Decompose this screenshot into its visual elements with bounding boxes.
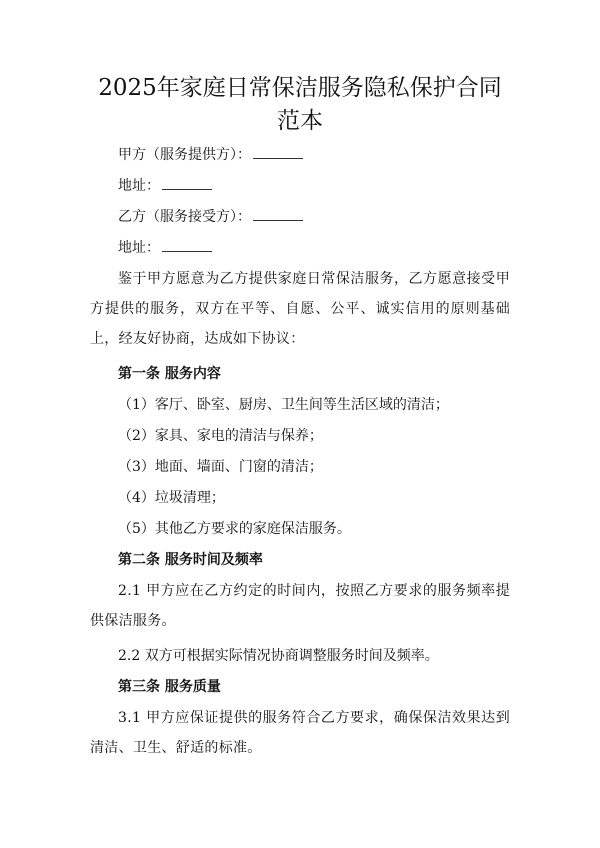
party-b-address-label: 地址： <box>118 240 160 256</box>
party-b-address-blank <box>162 250 212 252</box>
preamble-text: 鉴于甲方愿意为乙方提供家庭日常保洁服务，乙方愿意接受甲方提供的服务，双方在平等、自愿、公平、诚实信用的原则基础上，经友好协商，达成如下协议： <box>90 271 510 347</box>
document-title: 2025年家庭日常保洁服务隐私保护合同范本 <box>98 75 502 134</box>
party-a-blank <box>253 157 303 159</box>
party-b-line <box>90 202 510 232</box>
article1-item: （1）客厅、卧室、厨房、卫生间等生活区域的清洁； <box>118 397 449 413</box>
party-b-address-line <box>90 233 510 263</box>
article2-heading: 第二条 服务时间及频率 <box>118 552 263 568</box>
article2-clause2: 2.2 双方可根据实际情况协商调整服务时间及频率。 <box>118 648 439 664</box>
article3-heading: 第三条 服务质量 <box>118 679 221 695</box>
article1-item: （4）垃圾清理； <box>118 490 225 506</box>
article3-clause1 <box>90 703 510 763</box>
party-a-address-label: 地址： <box>118 178 160 194</box>
article1-heading: 第一条 服务内容 <box>118 366 221 382</box>
article1-item: （3）地面、墙面、门窗的清洁； <box>118 459 323 475</box>
article2-clause1-text: 2.1 甲方应在乙方约定的时间内，按照乙方要求的服务频率提供保洁服务。 <box>90 583 510 629</box>
preamble-paragraph <box>90 264 510 354</box>
article1-item: （5）其他乙方要求的家庭保洁服务。 <box>118 521 351 537</box>
party-b-blank <box>253 219 303 221</box>
article1-item: （2）家具、家电的清洁与保养； <box>118 428 323 444</box>
party-a-address-blank <box>162 188 212 190</box>
article2-clause1 <box>90 576 510 636</box>
party-a-address-line <box>90 171 510 201</box>
party-b-label: 乙方（服务接受方）： <box>118 209 251 225</box>
party-a-label: 甲方（服务提供方）： <box>118 147 251 163</box>
party-a-line <box>90 140 510 170</box>
article3-clause1-text: 3.1 甲方应保证提供的服务符合乙方要求，确保保洁效果达到清洁、卫生、舒适的标准。 <box>90 710 510 756</box>
